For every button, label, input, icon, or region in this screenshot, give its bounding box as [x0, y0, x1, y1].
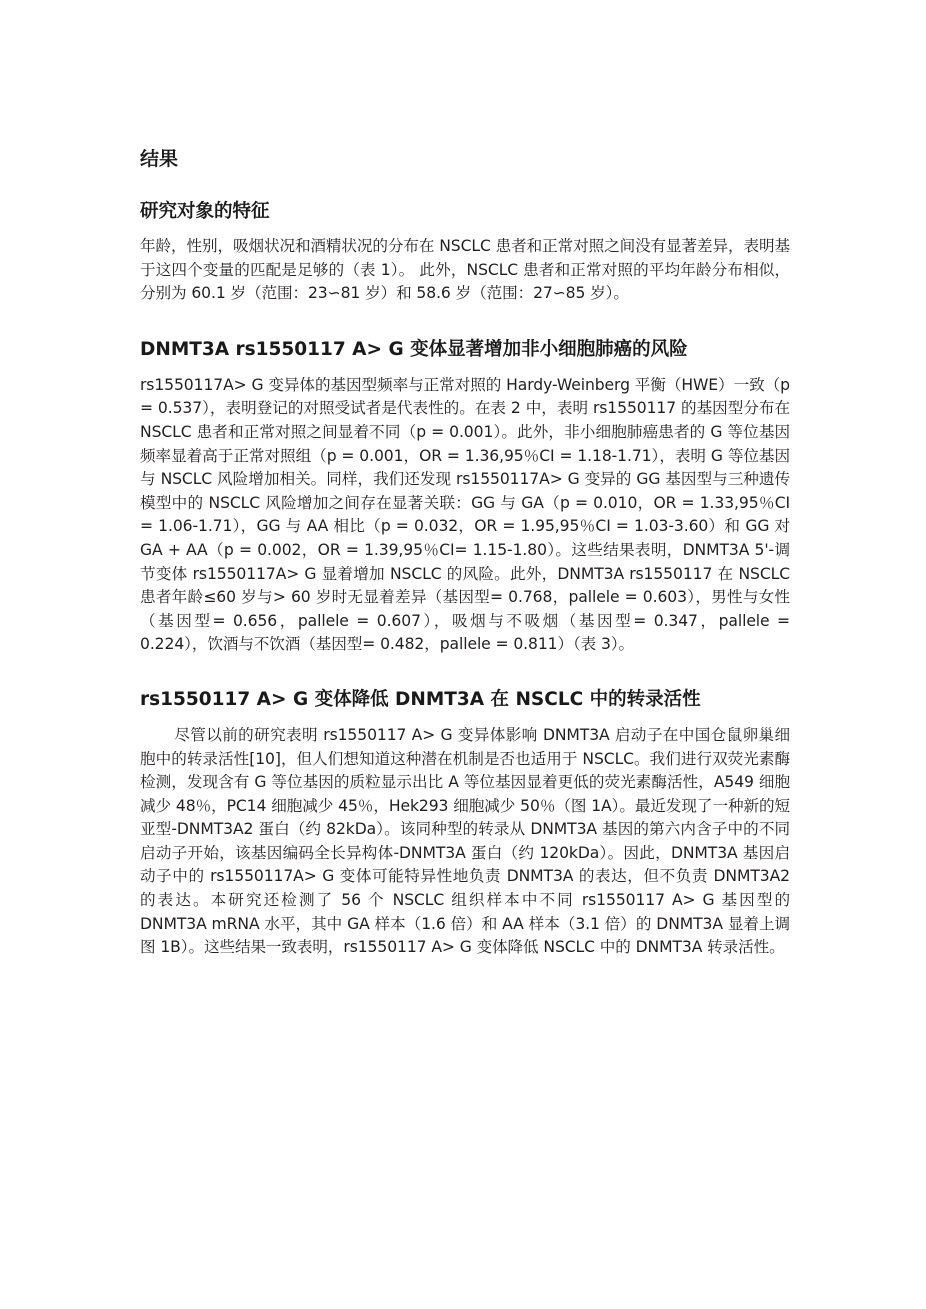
heading-transcription-activity: rs1550117 A> G 变体降低 DNMT3A 在 NSCLC 中的转录活性 — [140, 688, 701, 710]
paragraph-dnmt3a-variant-risk: rs1550117A> G 变异体的基因型频率与正常对照的 Hardy-Weinberg 平衡（HWE）一致（p = 0.537），表明登记的对照受试者是代表性的。在表 2 中，表明 rs1550117 的基因型分布在 NSCLC 患者和正常对照之间显着不同（p = 0.001）。此外，非小细胞肺癌患者的 G 等位基因频率显着高于正常对照组（p = 0.001，OR = 1.36,95％CI = 1.18-1.71），表明 G 等位基因与 NSCLC 风险增加相关。同样，我们还发现 rs1550117A> G 变异的 GG 基因型与三种遗传模型中的 NSCLC 风险增加之间存在显著关联：GG 与 GA（p = 0.010，OR = 1.33,95％CI = 1.06-1.71），GG 与 AA 相比（p = 0.032，OR = 1.95,95％CI = 1.03-3.60）和 GG 对 GA + AA（p = 0.002，OR = 1.39,95％CI= 1.15-1.80）。这些结果表明，DNMT3A 5'-调节变体 rs1550117A> G 显着增加 NSCLC 的风险。此外，DNMT3A rs1550117 在 NSCLC 患者年龄≤60 岁与> 60 岁时无显着差异（基因型= 0.768，pallele = 0.603），男性与女性（基因型= 0.656，pallele = 0.607），吸烟与不吸烟（基因型= 0.347，pallele = 0.224），饮酒与不饮酒（基因型= 0.482，pallele = 0.811）（表 3）。 — [140, 375, 790, 654]
document-page — [140, 144, 790, 960]
heading-subject-characteristics: 研究对象的特征 — [140, 201, 270, 222]
paragraph-transcription-activity: 尽管以前的研究表明 rs1550117 A> G 变异体影响 DNMT3A 启动子在中国仓鼠卵巢细胞中的转录活性[10]，但人们想知道这种潜在机制是否也适用于 NSCLC。我们进行双荧光素酶检测，发现含有 G 等位基因的质粒显示出比 A 等位基因显着更低的荧光素酶活性，A549 细胞减少 48％，PC14 细胞减少 45％，Hek293 细胞减少 50％（图 1A）。最近发现了一种新的短亚型-DNMT3A2 蛋白（约 82kDa）。该同种型的转录从 DNMT3A 基因的第六内含子中的不同启动子开始，该基因编码全长异构体-DNMT3A 蛋白（约 120kDa）。因此，DNMT3A 基因启动子中的 rs1550117A> G 变体可能特异性地负责 DNMT3A 的表达，但不负责 DNMT3A2 的表达。本研究还检测了 56 个 NSCLC 组织样本中不同 rs1550117 A> G 基因型的 DNMT3A mRNA 水平，其中 GA 样本（1.6 倍）和 AA 样本（3.1 倍）的 DNMT3A 显着上调图 1B）。这些结果一致表明，rs1550117 A> G 变体降低 NSCLC 中的 DNMT3A 转录活性。 — [140, 725, 790, 957]
section-title-results: 结果 — [140, 148, 179, 170]
heading-dnmt3a-variant-risk: DNMT3A rs1550117 A> G 变体显著增加非小细胞肺癌的风险 — [140, 338, 688, 360]
paragraph-subject-characteristics: 年龄，性别，吸烟状况和酒精状况的分布在 NSCLC 患者和正常对照之间没有显著差异，表明基于这四个变量的匹配是足够的（表 1）。 此外，NSCLC 患者和正常对照的平均年龄分布相似，分别为 60.1 岁（范围：23∽81 岁）和 58.6 岁（范围：27∽85 岁）。 — [140, 237, 791, 303]
